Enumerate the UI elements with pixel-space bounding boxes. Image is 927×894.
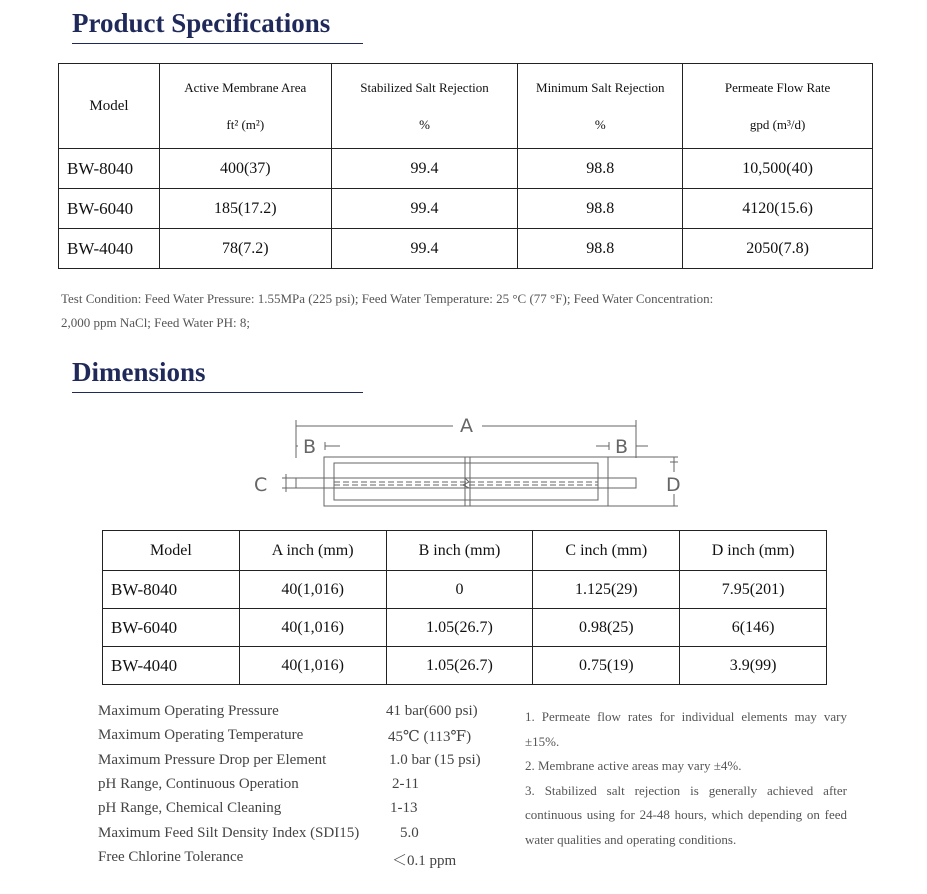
- spec-stab-cell: 99.4: [331, 229, 518, 269]
- diagram-label-b-right: B: [615, 436, 629, 458]
- param-label: Maximum Pressure Drop per Element: [98, 752, 327, 768]
- table-row: [103, 571, 827, 609]
- spec-area-cell: 78(7.2): [159, 229, 331, 269]
- dim-b-cell: 1.05(26.7): [386, 647, 533, 685]
- table-row: [59, 189, 873, 229]
- dim-header-row: [103, 531, 827, 571]
- table-row: [59, 229, 873, 269]
- spec-table: [58, 63, 873, 269]
- spec-model-cell: BW-6040: [59, 189, 160, 229]
- diagram-label-d: D: [666, 474, 681, 496]
- dim-header-model: Model: [103, 531, 240, 571]
- dimensions-table: [102, 530, 827, 685]
- dim-c-cell: 0.98(25): [533, 609, 680, 647]
- spec-stab-cell: 99.4: [331, 189, 518, 229]
- table-row: [59, 149, 873, 189]
- dim-header-b: B inch (mm): [386, 531, 533, 571]
- param-value: ＜0.1 ppm: [392, 853, 457, 869]
- spec-header-model: Model: [59, 64, 160, 149]
- table-row: [103, 609, 827, 647]
- spec-model-cell: BW-8040: [59, 149, 160, 189]
- dim-header-a: A inch (mm): [239, 531, 386, 571]
- diagram-label-a: A: [460, 415, 473, 437]
- dim-d-cell: 3.9(99): [680, 647, 827, 685]
- diagram-label-c: C: [254, 474, 268, 496]
- param-label: Maximum Operating Temperature: [98, 727, 304, 743]
- spec-flow-cell: 4120(15.6): [683, 189, 873, 229]
- param-label: Maximum Feed Silt Density Index (SDI15): [98, 825, 360, 841]
- param-value: 45℃ (113℉): [388, 729, 472, 745]
- param-label: pH Range, Chemical Cleaning: [98, 800, 282, 816]
- param-value: 5.0: [400, 825, 419, 841]
- dim-d-cell: 6(146): [680, 609, 827, 647]
- table-row: [103, 647, 827, 685]
- spec-min-cell: 98.8: [518, 189, 683, 229]
- dim-header-d: D inch (mm): [680, 531, 827, 571]
- dim-b-cell: 1.05(26.7): [386, 609, 533, 647]
- dim-header-c: C inch (mm): [533, 531, 680, 571]
- spec-area-cell: 185(17.2): [159, 189, 331, 229]
- dim-model-cell: BW-8040: [103, 571, 240, 609]
- dim-model-cell: BW-6040: [103, 609, 240, 647]
- dim-b-cell: 0: [386, 571, 533, 609]
- dimensions-title: Dimensions: [72, 357, 206, 387]
- param-label: Free Chlorine Tolerance: [98, 849, 244, 865]
- spec-min-cell: 98.8: [518, 149, 683, 189]
- test-condition-line: 2,000 ppm NaCl; Feed Water PH: 8;: [61, 315, 251, 330]
- dim-c-cell: 1.125(29): [533, 571, 680, 609]
- spec-min-cell: 98.8: [518, 229, 683, 269]
- param-label: pH Range, Continuous Operation: [98, 776, 299, 792]
- notes: [525, 705, 847, 852]
- note-item: 1. Permeate flow rates for individual elements may vary ±15%.: [525, 709, 847, 749]
- dim-a-cell: 40(1,016): [239, 647, 386, 685]
- param-value: 1.0 bar (15 psi): [389, 752, 481, 768]
- dim-a-cell: 40(1,016): [239, 609, 386, 647]
- dimensions-title-rule: [72, 392, 363, 393]
- spec-title-rule: [72, 43, 363, 44]
- spec-header-row: [59, 64, 873, 149]
- spec-flow-cell: 10,500(40): [683, 149, 873, 189]
- note-item: 3. Stabilized salt rejection is generally achieved after continuous using for 24-48 hours, which depending on feed water qualities and operating conditions.: [525, 782, 847, 847]
- note-item: 2. Membrane active areas may vary ±4%.: [525, 758, 742, 773]
- param-value: 2-11: [392, 776, 419, 792]
- spec-title: Product Specifications: [72, 8, 331, 38]
- spec-header-stabilized: Stabilized Salt Rejection %: [331, 64, 518, 149]
- spec-stab-cell: 99.4: [331, 149, 518, 189]
- dimension-diagram: [250, 412, 690, 517]
- diagram-label-b-left: B: [303, 436, 317, 458]
- spec-area-cell: 400(37): [159, 149, 331, 189]
- spec-model-cell: BW-4040: [59, 229, 160, 269]
- spec-flow-cell: 2050(7.8): [683, 229, 873, 269]
- test-condition-line: Test Condition: Feed Water Pressure: 1.55MPa (225 psi); Feed Water Temperature: 25 °C (77 °F); Feed Water Concentration:: [61, 291, 714, 306]
- spec-header-flow: Permeate Flow Rate gpd (m³/d): [683, 64, 873, 149]
- dim-c-cell: 0.75(19): [533, 647, 680, 685]
- dim-d-cell: 7.95(201): [680, 571, 827, 609]
- param-value: 41 bar(600 psi): [386, 703, 478, 719]
- dim-model-cell: BW-4040: [103, 647, 240, 685]
- param-label: Maximum Operating Pressure: [98, 703, 279, 719]
- spec-header-area: Active Membrane Area ft² (m²): [159, 64, 331, 149]
- spec-header-minimum: Minimum Salt Rejection %: [518, 64, 683, 149]
- test-condition: [61, 287, 861, 335]
- dim-a-cell: 40(1,016): [239, 571, 386, 609]
- param-value: 1-13: [390, 800, 418, 816]
